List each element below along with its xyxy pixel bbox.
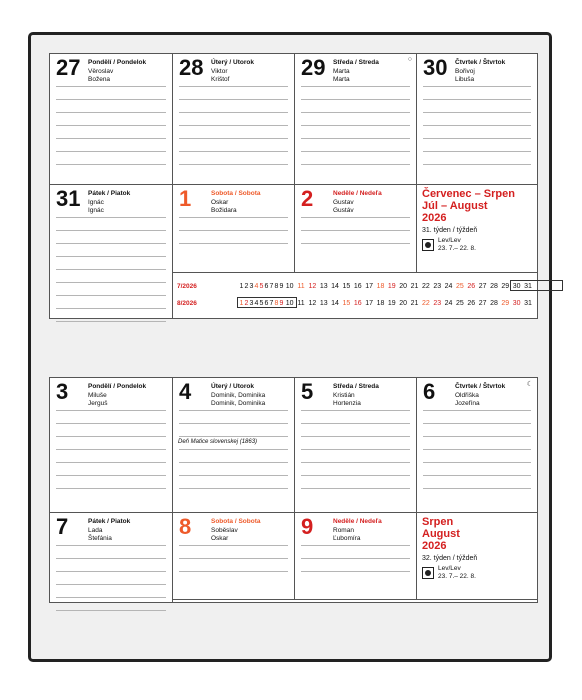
day-name: Středa / Streda (333, 59, 379, 66)
ruled-line (301, 138, 410, 139)
day-number: 30 (423, 55, 448, 80)
ruled-line (56, 269, 166, 270)
mini-calendar-day: 23 (433, 283, 442, 290)
name-day-entry: Jerguš (88, 400, 108, 407)
month-title-line-1: Červenec – Srpen (422, 188, 515, 200)
writing-lines (56, 410, 166, 512)
day-cell-7[interactable] (50, 513, 173, 602)
week-highlight-box (510, 280, 563, 291)
mini-calendar-day: 20 (399, 300, 408, 307)
day-number: 9 (301, 514, 314, 539)
ruled-line (56, 410, 166, 411)
mini-calendar-day: 13 (319, 283, 328, 290)
ruled-line (423, 151, 531, 152)
ruled-line (56, 125, 166, 126)
name-day-entry: Roman (333, 527, 354, 534)
ruled-line (301, 423, 410, 424)
mini-calendar-day: 14 (331, 283, 339, 290)
ruled-line (179, 230, 288, 231)
mini-calendar-day: 22 (421, 283, 430, 290)
ruled-line (179, 125, 288, 126)
ruled-line (301, 243, 410, 244)
mini-calendar-day: 12 (308, 283, 317, 290)
writing-lines (56, 217, 166, 318)
ruled-line (56, 295, 166, 296)
name-day-entry: Ignác (88, 199, 104, 206)
mini-calendar-day: 16 (353, 283, 362, 290)
mini-calendar-day: 28 (490, 283, 498, 290)
mini-calendar-day: 3 (249, 300, 254, 307)
ruled-line (423, 99, 531, 100)
ruled-line (56, 99, 166, 100)
mini-calendar-day: 6 (264, 300, 269, 307)
name-day-entry: Jozefína (455, 400, 480, 407)
mini-calendar-day: 19 (387, 300, 396, 307)
day-name: Pátek / Piatok (88, 518, 131, 525)
mini-calendar-day: 30 (512, 283, 521, 290)
mini-calendar-day: 11 (297, 300, 305, 307)
ruled-line (56, 610, 166, 611)
ruled-line (423, 436, 531, 437)
day-name: Úterý / Utorok (211, 383, 254, 390)
ruled-line (179, 410, 288, 411)
name-day-entry: Miluše (88, 392, 107, 399)
name-day-entry: Soběslav (211, 527, 238, 534)
day-number: 27 (56, 55, 81, 80)
ruled-line (423, 423, 531, 424)
mini-calendar-day: 30 (512, 300, 521, 307)
day-number: 2 (301, 186, 314, 211)
mini-calendar-day: 4 (254, 300, 259, 307)
day-cell-31[interactable] (50, 185, 173, 318)
day-name: Sobota / Sobota (211, 518, 261, 525)
ruled-line (179, 571, 288, 572)
name-day-entry: Krištof (211, 76, 230, 83)
day-cell-28[interactable] (173, 54, 295, 185)
day-cell-8[interactable] (173, 513, 295, 600)
ruled-line (301, 217, 410, 218)
mini-calendar-day: 7 (269, 283, 274, 290)
mini-calendar-day: 17 (365, 300, 373, 307)
day-name: Úterý / Utorok (211, 59, 254, 66)
day-number: 6 (423, 379, 436, 404)
ruled-line (56, 584, 166, 585)
mini-calendar-day: 20 (399, 283, 408, 290)
day-cell-4[interactable] (173, 378, 295, 513)
writing-lines (301, 410, 410, 512)
ruled-line (301, 475, 410, 476)
mini-calendar-august (177, 297, 537, 310)
name-day-entry: Ľubomíra (333, 535, 361, 542)
ruled-line (56, 558, 166, 559)
ruled-line (56, 138, 166, 139)
week-number-label: 31. týden / týždeň (422, 227, 478, 234)
day-name: Pondělí / Pondelok (88, 383, 147, 390)
mini-calendar-day: 18 (376, 300, 385, 307)
moon-phase-icon: ○ (407, 56, 412, 63)
writing-lines (301, 545, 410, 599)
ruled-line (301, 462, 410, 463)
mini-calendar-day: 9 (279, 300, 284, 307)
ruled-line (423, 164, 531, 165)
month-info-cell (417, 185, 537, 273)
ruled-line (301, 230, 410, 231)
writing-lines (56, 545, 166, 602)
name-day-entry: Viktor (211, 68, 228, 75)
mini-calendar-day: 18 (376, 283, 385, 290)
ruled-line (301, 571, 410, 572)
name-day-entry: Hortenzia (333, 400, 361, 407)
ruled-line (423, 449, 531, 450)
mini-calendar-day: 28 (490, 300, 498, 307)
name-day-entry: Štefánia (88, 535, 112, 542)
day-number: 3 (56, 379, 69, 404)
zodiac-dates: 23. 7.– 22. 8. (438, 572, 476, 580)
writing-lines (179, 410, 288, 512)
ruled-line (301, 151, 410, 152)
name-day-entry: Bořivoj (455, 68, 475, 75)
ruled-line (56, 151, 166, 152)
ruled-line (423, 462, 531, 463)
name-day-entry: Kristián (333, 392, 355, 399)
ruled-line (56, 462, 166, 463)
day-number: 1 (179, 186, 192, 211)
writing-lines (301, 217, 410, 272)
ruled-line (56, 282, 166, 283)
ruled-line (179, 243, 288, 244)
writing-lines (301, 86, 410, 184)
day-name: Neděle / Nedeľa (333, 518, 382, 525)
name-day-entry: Libuša (455, 76, 475, 83)
writing-lines (179, 86, 288, 184)
month-title-year: 2026 (422, 212, 447, 224)
ruled-line (56, 475, 166, 476)
day-cell-27[interactable] (50, 54, 173, 185)
zodiac-sign: Lev/Lev (438, 237, 461, 244)
writing-lines (423, 86, 531, 184)
mini-calendar-day: 12 (308, 300, 317, 307)
day-number: 28 (179, 55, 204, 80)
week-highlight-box (237, 297, 297, 308)
day-name: Pátek / Piatok (88, 190, 131, 197)
mini-calendar-day: 26 (467, 283, 476, 290)
mini-calendar-day: 16 (353, 300, 362, 307)
day-name: Sobota / Sobota (211, 190, 261, 197)
day-name: Čtvrtek / Štvrtok (455, 383, 506, 390)
name-day-entry: Dominik, Dominika (211, 392, 266, 399)
mini-calendar-day: 1 (239, 300, 244, 307)
ruled-line (56, 449, 166, 450)
mini-calendar-day: 21 (410, 300, 419, 307)
holiday-note: Deň Matice slovenskej (1863) (178, 439, 258, 445)
day-name: Středa / Streda (333, 383, 379, 390)
mini-calendar-day: 8 (274, 283, 279, 290)
day-cell-3[interactable] (50, 378, 173, 513)
mini-calendar-day: 8 (274, 300, 279, 307)
mini-calendar-day: 27 (478, 283, 487, 290)
ruled-line (301, 112, 410, 113)
mini-calendar (177, 280, 537, 310)
ruled-line (301, 449, 410, 450)
mini-calendar-day: 29 (501, 300, 510, 307)
name-day-entry: Marta (333, 76, 350, 83)
week-31-spread (49, 53, 538, 319)
mini-calendar-day: 24 (444, 300, 453, 307)
mini-calendar-day: 15 (342, 283, 351, 290)
ruled-line (423, 125, 531, 126)
day-cell-5[interactable] (295, 378, 417, 513)
mini-calendar-day: 9 (279, 283, 284, 290)
mini-calendar-day: 17 (365, 283, 373, 290)
ruled-line (423, 86, 531, 87)
ruled-line (423, 112, 531, 113)
name-day-entry: Oskar (211, 199, 229, 206)
mini-calendar-day: 13 (319, 300, 328, 307)
ruled-line (56, 230, 166, 231)
month-title-line-2: Júl – August (422, 200, 488, 212)
zodiac-icon (422, 239, 434, 251)
name-day-entry: Marta (333, 68, 350, 75)
mini-calendar-day: 22 (421, 300, 430, 307)
ruled-line (179, 462, 288, 463)
zodiac-sign: Lev/Lev (438, 565, 461, 572)
mini-calendar-day: 6 (264, 283, 269, 290)
mini-calendar-day: 31 (524, 300, 532, 307)
name-day-entry: Věroslav (88, 68, 114, 75)
ruled-line (301, 99, 410, 100)
mini-calendar-august-label: 8/2026 (177, 300, 197, 307)
writing-lines (179, 545, 288, 599)
mini-calendar-day: 21 (410, 283, 419, 290)
mini-calendar-day: 1 (239, 283, 244, 290)
week-32-spread (49, 377, 538, 603)
ruled-line (56, 321, 166, 322)
mini-calendar-day: 23 (433, 300, 442, 307)
month-info-cell (417, 513, 537, 600)
zodiac-icon (422, 567, 434, 579)
ruled-line (179, 112, 288, 113)
ruled-line (56, 597, 166, 598)
ruled-line (301, 436, 410, 437)
name-day-entry: Oskar (211, 535, 229, 542)
mini-calendar-day: 29 (501, 283, 510, 290)
mini-calendar-day: 7 (269, 300, 274, 307)
mini-calendar-day: 26 (467, 300, 476, 307)
ruled-line (56, 545, 166, 546)
ruled-line (179, 545, 288, 546)
mini-calendar-day: 27 (478, 300, 487, 307)
name-day-entry: Gustáv (333, 207, 354, 214)
mini-calendar-day: 25 (456, 300, 464, 307)
ruled-line (179, 217, 288, 218)
name-day-entry: Oldřiška (455, 392, 479, 399)
ruled-line (423, 410, 531, 411)
ruled-line (56, 571, 166, 572)
month-title-year: 2026 (422, 540, 447, 552)
ruled-line (423, 475, 531, 476)
ruled-line (179, 475, 288, 476)
day-cell-9[interactable] (295, 513, 417, 600)
ruled-line (56, 86, 166, 87)
name-day-entry: Gustav (333, 199, 354, 206)
mini-calendar-day: 5 (259, 300, 264, 307)
day-number: 5 (301, 379, 314, 404)
ruled-line (179, 488, 288, 489)
day-cell-29[interactable] (295, 54, 417, 185)
day-number: 4 (179, 379, 192, 404)
ruled-line (301, 545, 410, 546)
ruled-line (179, 99, 288, 100)
ruled-line (301, 410, 410, 411)
ruled-line (56, 112, 166, 113)
mini-calendar-day: 5 (259, 283, 264, 290)
ruled-line (179, 151, 288, 152)
mini-calendar-july (177, 280, 537, 293)
writing-lines (179, 217, 288, 272)
ruled-line (179, 423, 288, 424)
day-cell-6[interactable] (417, 378, 537, 513)
ruled-line (179, 86, 288, 87)
mini-calendar-day: 11 (297, 283, 305, 290)
week-number-label: 32. týden / týždeň (422, 555, 478, 562)
ruled-line (179, 449, 288, 450)
name-day-entry: Božidara (211, 207, 237, 214)
mini-calendar-day: 19 (387, 283, 396, 290)
mini-calendar-july-label: 7/2026 (177, 283, 197, 290)
day-name: Pondělí / Pondelok (88, 59, 147, 66)
mini-calendar-day: 31 (524, 283, 532, 290)
day-number: 7 (56, 514, 69, 539)
mini-calendar-day: 15 (342, 300, 351, 307)
name-day-entry: Lada (88, 527, 103, 534)
ruled-line (301, 86, 410, 87)
ruled-line (56, 488, 166, 489)
ruled-line (179, 138, 288, 139)
ruled-line (56, 164, 166, 165)
ruled-line (56, 217, 166, 218)
day-number: 31 (56, 186, 81, 211)
mini-calendar-day: 3 (249, 283, 254, 290)
name-day-entry: Dominik, Dominika (211, 400, 266, 407)
zodiac-dates: 23. 7.– 22. 8. (438, 244, 476, 252)
ruled-line (301, 164, 410, 165)
ruled-line (179, 558, 288, 559)
writing-lines (423, 410, 531, 512)
mini-calendar-day: 25 (456, 283, 464, 290)
writing-lines (56, 86, 166, 184)
day-cell-1[interactable] (173, 185, 295, 273)
ruled-line (56, 423, 166, 424)
mini-calendar-day: 10 (285, 283, 294, 290)
ruled-line (56, 308, 166, 309)
mini-calendar-day: 2 (244, 283, 249, 290)
ruled-line (301, 125, 410, 126)
mini-calendar-day: 4 (254, 283, 259, 290)
mini-calendar-day: 2 (244, 300, 249, 307)
name-day-entry: Božena (88, 76, 111, 83)
ruled-line (179, 164, 288, 165)
ruled-line (56, 243, 166, 244)
ruled-line (423, 488, 531, 489)
ruled-line (423, 138, 531, 139)
mini-calendar-day: 14 (331, 300, 339, 307)
ruled-line (56, 436, 166, 437)
day-cell-2[interactable] (295, 185, 417, 273)
day-cell-30[interactable] (417, 54, 537, 185)
name-day-entry: Ignác (88, 207, 104, 214)
ruled-line (179, 436, 288, 437)
ruled-line (301, 558, 410, 559)
moon-phase-icon: ☾ (526, 381, 533, 388)
day-number: 29 (301, 55, 326, 80)
day-name: Čtvrtek / Štvrtok (455, 59, 506, 66)
mini-calendar-day: 24 (444, 283, 453, 290)
mini-calendar-day: 10 (285, 300, 294, 307)
day-name: Neděle / Nedeľa (333, 190, 382, 197)
ruled-line (301, 488, 410, 489)
ruled-line (56, 256, 166, 257)
month-title-line-1: Srpen (422, 516, 454, 528)
month-title-line-2: August (422, 528, 460, 540)
day-number: 8 (179, 514, 192, 539)
